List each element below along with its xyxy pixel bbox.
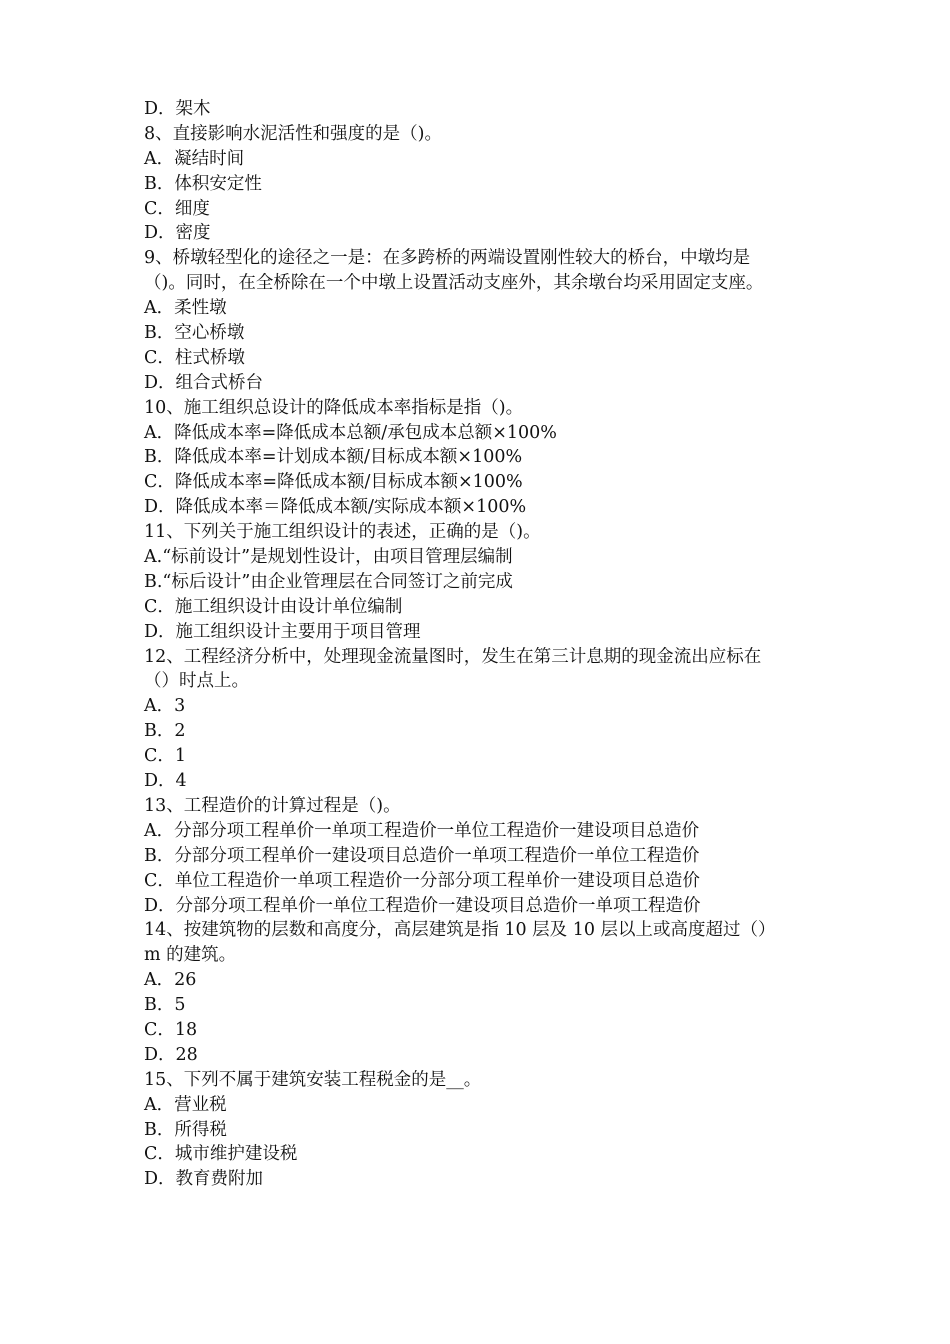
question-stem-continued: （）时点上。 bbox=[144, 671, 249, 692]
answer-option: B.“标后设计”由企业管理层在合同签订之前完成 bbox=[144, 571, 513, 592]
answer-option: C．城市维护建设税 bbox=[144, 1144, 298, 1165]
answer-option: A．降低成本率=降低成本总额/承包成本总额×100% bbox=[144, 422, 557, 443]
question-stem: 11、下列关于施工组织设计的表述，正确的是（)。 bbox=[144, 522, 541, 543]
answer-option: D．28 bbox=[144, 1044, 198, 1065]
question-stem: 13、工程造价的计算过程是（)。 bbox=[144, 795, 401, 816]
question-stem-continued: （)。同时，在全桥除在一个中墩上设置活动支座外，其余墩台均采用固定支座。 bbox=[144, 273, 764, 294]
answer-option: A．凝结时间 bbox=[144, 148, 245, 169]
answer-option: A.“标前设计”是规划性设计，由项目管理层编制 bbox=[144, 547, 513, 568]
answer-option: C．降低成本率=降低成本额/目标成本额×100% bbox=[144, 472, 523, 493]
answer-option: B．体积安定性 bbox=[144, 173, 262, 194]
answer-option: D．组合式桥台 bbox=[144, 372, 264, 393]
answer-option: B．2 bbox=[144, 721, 186, 742]
answer-option: C．细度 bbox=[144, 198, 210, 219]
answer-option: C．单位工程造价一单项工程造价一分部分项工程单价一建设项目总造价 bbox=[144, 870, 700, 891]
question-stem: 14、按建筑物的层数和高度分，高层建筑是指 10 层及 10 层以上或高度超过（） bbox=[144, 920, 776, 941]
text-line: D．架木 bbox=[144, 99, 211, 119]
answer-option: B．降低成本率=计划成本额/目标成本额×100% bbox=[144, 447, 523, 468]
answer-option: B．所得税 bbox=[144, 1119, 227, 1140]
answer-option: B．分部分项工程单价一建设项目总造价一单项工程造价一单位工程造价 bbox=[144, 845, 700, 866]
question-stem: 15、下列不属于建筑安装工程税金的是__。 bbox=[144, 1069, 482, 1090]
question-stem: 10、施工组织总设计的降低成本率指标是指（)。 bbox=[144, 397, 524, 418]
answer-option: C．1 bbox=[144, 746, 187, 767]
answer-option: D．施工组织设计主要用于项目管理 bbox=[144, 621, 421, 642]
answer-option: B．5 bbox=[144, 995, 186, 1016]
answer-option: A．柔性墩 bbox=[144, 298, 227, 319]
answer-option: C．施工组织设计由设计单位编制 bbox=[144, 596, 403, 617]
answer-option: D．分部分项工程单价一单位工程造价一建设项目总造价一单项工程造价 bbox=[144, 895, 701, 916]
answer-option: D．降低成本率＝降低成本额/实际成本额×100% bbox=[144, 497, 527, 518]
question-stem: 12、工程经济分析中，处理现金流量图时，发生在第三计息期的现金流出应标在 bbox=[144, 646, 762, 667]
answer-option: A．分部分项工程单价一单项工程造价一单位工程造价一建设项目总造价 bbox=[144, 820, 700, 841]
answer-option: A．3 bbox=[144, 696, 186, 717]
answer-option: C．柱式桥墩 bbox=[144, 347, 245, 368]
answer-option: C．18 bbox=[144, 1019, 198, 1040]
answer-option: A．26 bbox=[144, 970, 197, 991]
answer-option: D．密度 bbox=[144, 223, 211, 244]
answer-option: B．空心桥墩 bbox=[144, 323, 245, 344]
question-stem-continued: m 的建筑。 bbox=[144, 945, 237, 966]
answer-option: D．教育费附加 bbox=[144, 1169, 264, 1190]
answer-option: D．4 bbox=[144, 771, 187, 792]
question-stem: 9、桥墩轻型化的途径之一是：在多跨桥的两端设置刚性较大的桥台，中墩均是 bbox=[144, 248, 751, 269]
document-body bbox=[144, 97, 824, 1192]
question-stem: 8、直接影响水泥活性和强度的是（)。 bbox=[144, 123, 442, 144]
answer-option: A．营业税 bbox=[144, 1094, 227, 1115]
